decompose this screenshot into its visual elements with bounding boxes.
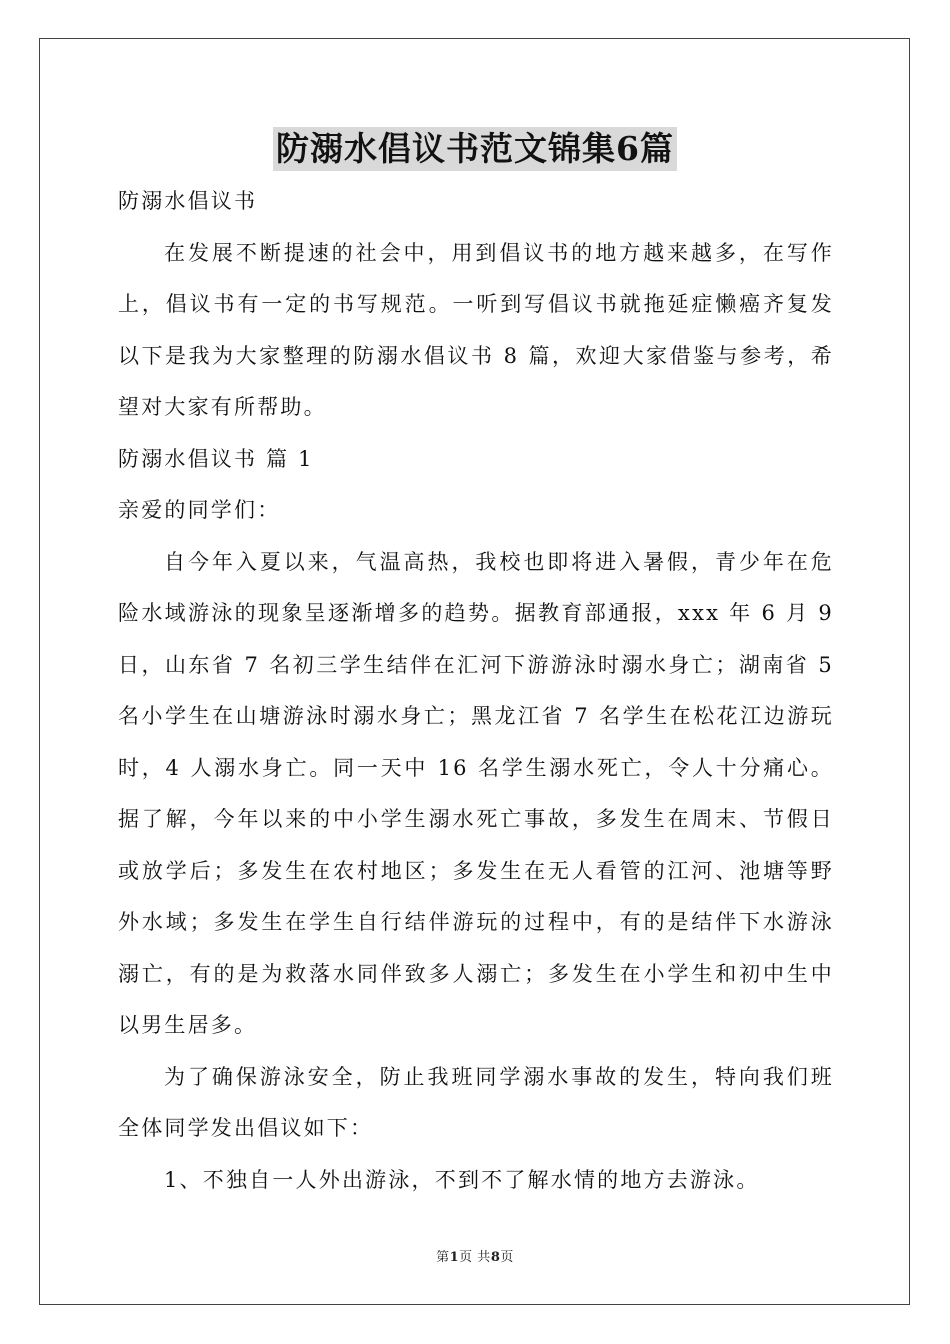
salutation: 亲爱的同学们： <box>118 498 281 522</box>
title-container <box>0 127 950 171</box>
page-footer <box>0 1246 950 1265</box>
intro-paragraph: 在发展不断提速的社会中，用到倡议书的地方越来越多，在写作上，倡议书有一定的书写规范。一听到写倡议书就拖延症懒癌齐复发以下是我为大家整理的防溺水倡议书 8 篇，欢迎大家借鉴与参考，希望对大家有所帮助。 <box>118 240 834 419</box>
document-body <box>118 176 834 1206</box>
footer-mid: 页 共 <box>459 1250 491 1265</box>
footer-suffix: 页 <box>500 1250 514 1265</box>
article-heading: 防溺水倡议书 篇 1 <box>118 446 314 471</box>
footer-prefix: 第 <box>436 1250 450 1265</box>
document-title: 防溺水倡议书范文锦集6篇 <box>273 127 677 171</box>
body-paragraph: 为了确保游泳安全，防止我班同学溺水事故的发生，特向我们班全体同学发出倡议如下： <box>118 1064 834 1140</box>
section-heading: 防溺水倡议书 <box>118 189 258 213</box>
body-paragraph: 自今年入夏以来，气温高热，我校也即将进入暑假，青少年在危险水域游泳的现象呈逐渐增多的趋势。据教育部通报，xxx 年 6 月 9 日，山东省 7 名初三学生结伴在汇河下游游泳时溺水身亡；湖南省 5 名小学生在山塘游泳时溺水身亡；黑龙江省 7 名学生在松花江边游玩时，4 人溺水身亡。同一天中 16 名学生溺水死亡，令人十分痛心。据了解，今年以来的中小学生溺水死亡事故，多发生在周末、节假日或放学后；多发生在农村地区；多发生在无人看管的江河、池塘等野外水域；多发生在学生自行结伴游玩的过程中，有的是结伴下水游泳溺亡，有的是为救落水同伴致多人溺亡；多发生在小学生和初中生中以男生居多。 <box>118 549 834 1037</box>
page-total: 8 <box>490 1250 501 1265</box>
page-number: 1 <box>449 1250 460 1265</box>
list-item: 1、不独自一人外出游泳，不到不了解水情的地方去游泳。 <box>164 1167 760 1192</box>
